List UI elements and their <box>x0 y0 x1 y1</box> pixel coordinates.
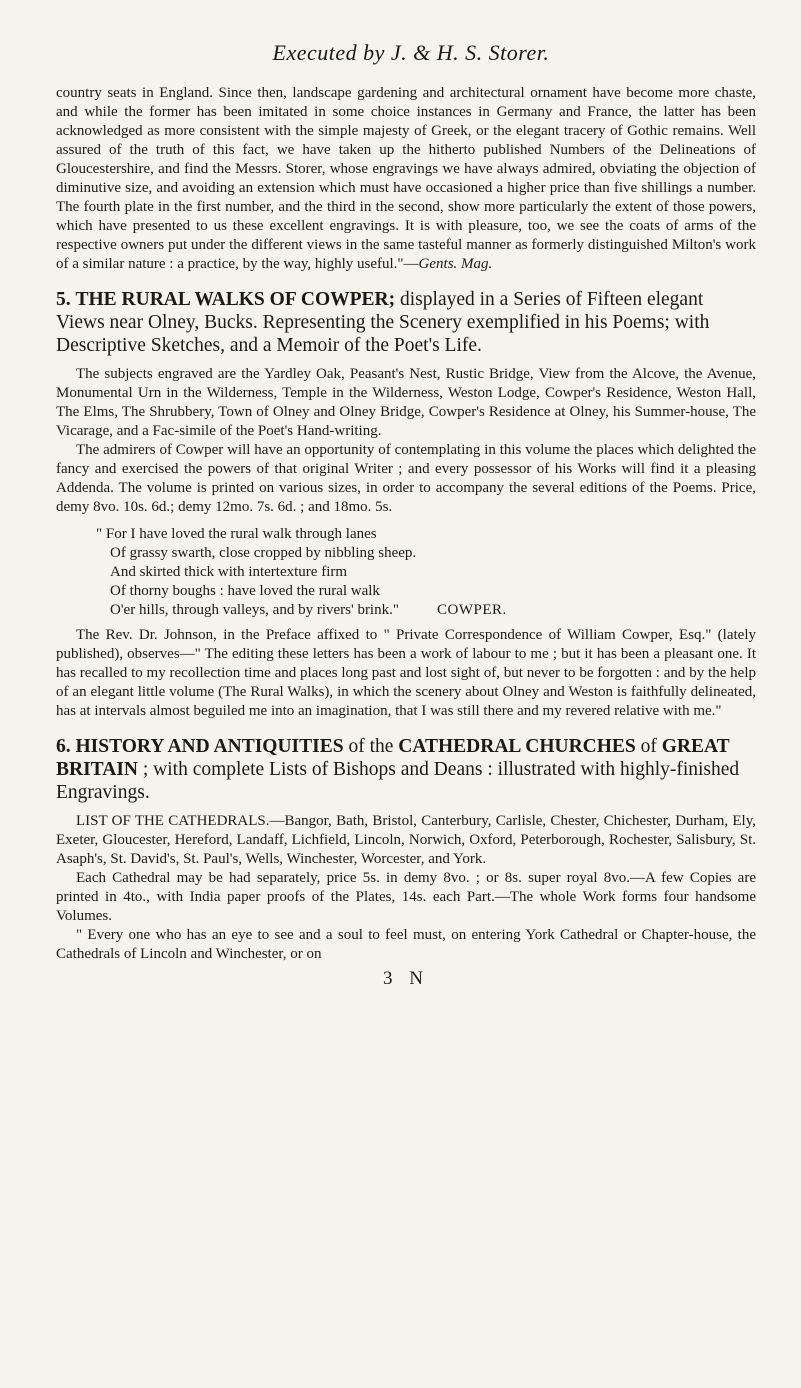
item6-title-mid2: of <box>640 736 657 757</box>
intro-text: country seats in England. Since then, landscape gardening and architectural ornament have become more chaste, and while the former has been imitated in some choice instances in Germany and France, the latter has been acknowledged as more consistent with the simple majesty of Greek, or the elegant tracery of Gothic remains. Well assured of the truth of this fact, we have taken up the hitherto published Numbers of the Delineations of Gloucestershire, and find the Messrs. Storer, whose engravings we have always admired, obviating the objection of diminutive size, and avoiding an extension which must have occasioned a higher price than five shillings a number. The fourth plate in the first number, and the third in the second, show more particularly the extent of those powers, which have presented to us these excellent engravings. It is with pleasure, too, we see the coats of arms of the respective owners put under the different views in the same tasteful manner as formerly distinguished Milton's work of a similar nature : a practice, by the way, highly useful."— <box>56 85 756 272</box>
running-header: Executed by J. & H. S. Storer. <box>272 40 550 65</box>
item5-title-rest: displayed in a Series of Fifteen elegant Views near Olney, Bucks. Representing the Scenery exemplified in his Poems; with Descriptive Sketches, and a Memoir of the Poet's Life. <box>56 289 710 356</box>
item6-list <box>56 812 756 869</box>
intro-source: Gents. Mag. <box>418 256 493 272</box>
cowper-poem <box>96 525 756 620</box>
item6-list-head: LIST OF THE CATHEDRALS. <box>76 813 270 829</box>
item5-admirers: The admirers of Cowper will have an opportunity of contemplating in this volume the places which delighted the fancy and exercised the powers of that original Writer ; and every possessor of his Works will find it a pleasing Addenda. The volume is printed on various sizes, in order to accompany the several editions of the Poems. Price, demy 8vo. 10s. 6d.; demy 12mo. 7s. 6d. ; and 18mo. 5s. <box>56 442 756 515</box>
item5-number: 5. <box>56 289 71 310</box>
page <box>56 40 756 990</box>
item6-list-body: —Bangor, Bath, Bristol, Canterbury, Carlisle, Chester, Chichester, Durham, Ely, Exeter, Gloucester, Hereford, Landaff, Lichfield, Lincoln, Norwich, Oxford, Peterborough, Rochester, Salisbury, St. Asaph's, St. David's, St. Paul's, Wells, Winchester, Worcester, and York. <box>56 813 756 867</box>
item6-title-mid: of the <box>348 736 394 757</box>
signature-mark: 3 N <box>383 968 429 989</box>
item5-johnson-quote: The Rev. Dr. Johnson, in the Preface affixed to " Private Correspondence of William Cowper, Esq." (lately published), observes—" The editing these letters has been a work of labour to me ; but it has been a pleasant one. It has recalled to my recollection time and places long past and lost sight of, but never to be forgotten : and by the help of an elegant little volume (The Rural Walks), in which the scenery about Olney and Weston is faithfully delineated, has at intervals almost beguiled me into an imagination, that I was still there and my revered relative with me." <box>56 627 756 719</box>
poem-last-line: O'er hills, through valleys, and by rivers' brink." <box>110 602 399 618</box>
poem-line: Of thorny boughs : have loved the rural walk <box>110 583 380 599</box>
poem-author: COWPER. <box>436 602 507 618</box>
item5-title-bold: THE RURAL WALKS OF COWPER; <box>75 289 396 310</box>
item6-title-rest: ; with complete Lists of Bishops and Deans : illustrated with highly-finished Engravings. <box>56 759 740 803</box>
poem-line <box>110 601 756 620</box>
item6-title-bold2: CATHEDRAL CHURCHES <box>398 736 636 757</box>
item5-title <box>56 288 756 357</box>
intro-paragraph <box>56 84 756 274</box>
item5-subjects: The subjects engraved are the Yardley Oak, Peasant's Nest, Rustic Bridge, View from the Alcove, the Avenue, Monumental Urn in the Wilderness, Temple in the Wilderness, Weston Lodge, Cowper's Residence, Weston Hall, The Elms, The Shrubbery, Town of Olney and Olney Bridge, Cowper's Residence at Olney, his Summer-house, The Vicarage, and a Fac-simile of the Poet's Hand-writing. <box>56 366 756 439</box>
item6-quote: " Every one who has an eye to see and a soul to feel must, on entering York Cathedral or Chapter-house, the Cathedrals of Lincoln and Winchester, or on <box>56 927 756 962</box>
poem-line: " For I have loved the rural walk through lanes <box>96 526 377 542</box>
poem-line: And skirted thick with intertexture firm <box>110 564 348 580</box>
item6-number: 6. <box>56 736 71 757</box>
item6-title <box>56 735 756 804</box>
item6-title-bold: HISTORY AND ANTIQUITIES <box>75 736 344 757</box>
item6-title-bold3: GREAT BRITAIN <box>56 736 730 780</box>
poem-line: Of grassy swarth, close cropped by nibbling sheep. <box>110 545 417 561</box>
item6-prices: Each Cathedral may be had separately, price 5s. in demy 8vo. ; or 8s. super royal 8vo.—A few Copies are printed in 4to., with India paper proofs of the Plates, 14s. each Part.—The whole Work forms four handsome Volumes. <box>56 870 756 924</box>
